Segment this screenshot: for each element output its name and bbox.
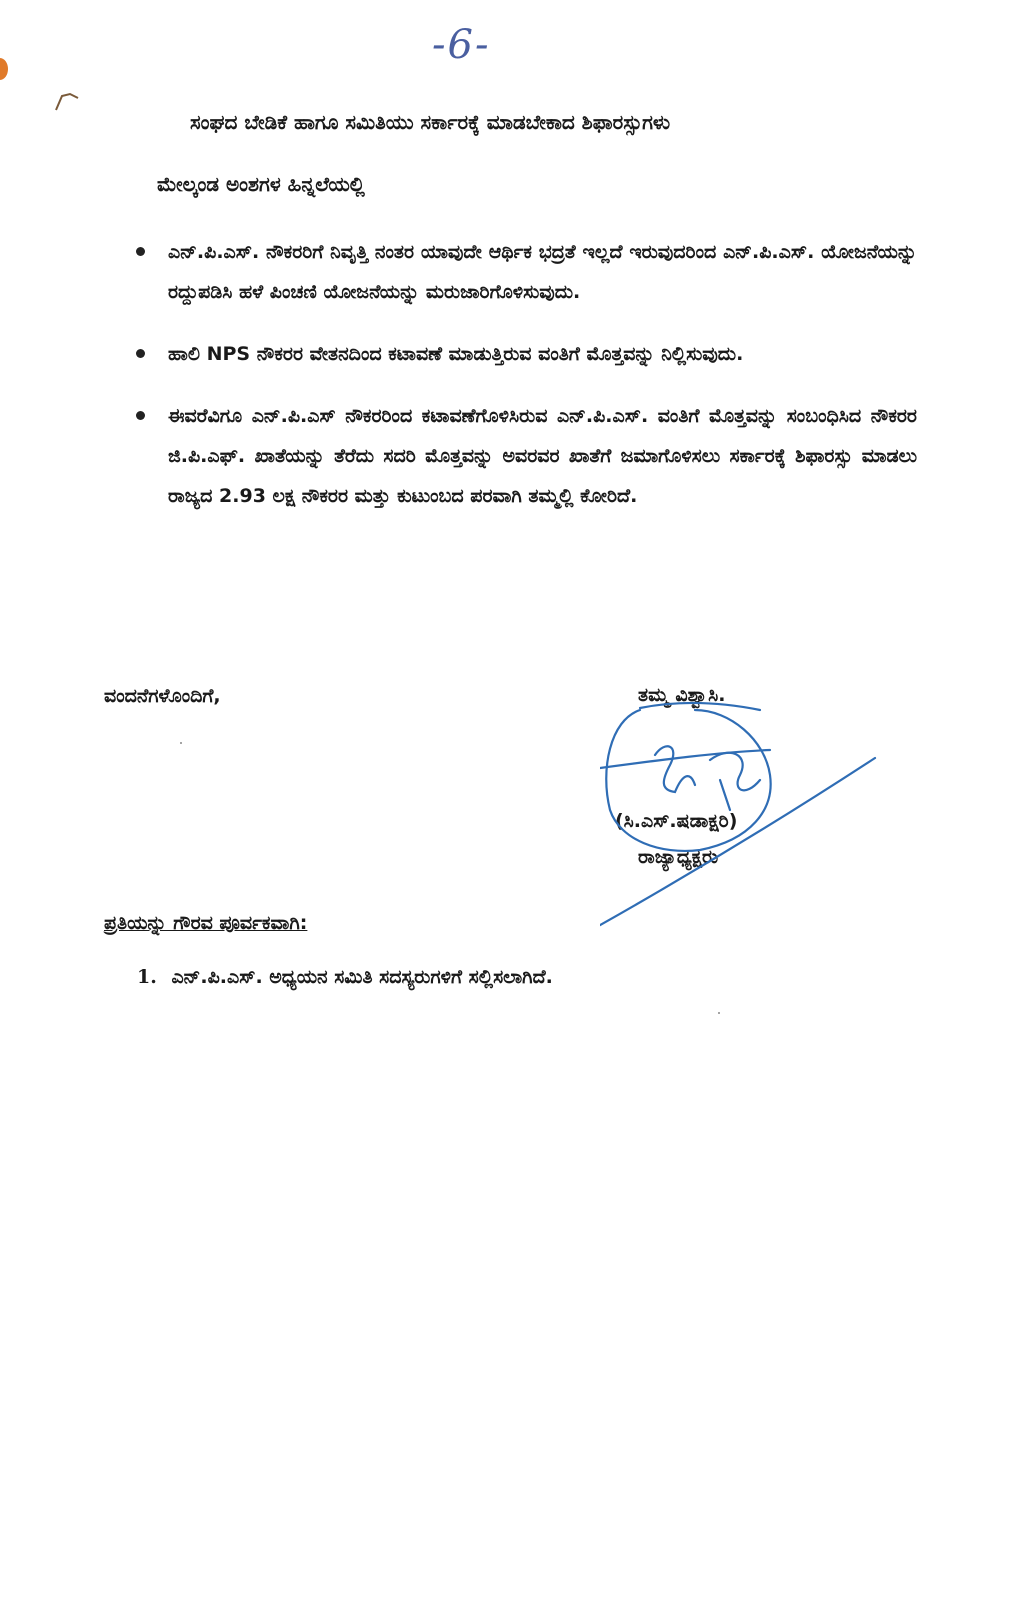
copy-heading: ಪ್ರತಿಯನ್ನು ಗೌರವ ಪೂರ್ವಕವಾಗಿ: [104,912,308,934]
scan-speck [180,742,182,744]
bullet-icon [136,349,145,358]
handwritten-signature [600,680,900,930]
bullet-icon [136,247,145,256]
bullet-icon [136,411,145,420]
context-subheading: ಮೇಲ್ಕಂಡ ಅಂಶಗಳ ಹಿನ್ನಲೆಯಲ್ಲಿ [157,172,365,196]
greeting: ವಂದನೆಗಳೊಂದಿಗೆ, [104,685,221,707]
list-item-number: 1. [137,966,157,988]
scan-speck [718,1012,720,1014]
page-number: -6- [432,22,491,68]
list-item [137,966,553,988]
list-item-text: ಎನ್.ಪಿ.ಎಸ್. ನೌಕರರಿಗೆ ನಿವೃತ್ತಿ ನಂತರ ಯಾವುದೇ ಆರ್ಥಿಕ ಭದ್ರತೆ ಇಲ್ಲದೆ ಇರುವುದರಿಂದ ಎನ್.ಪಿ.ಎಸ್. ಯೋಜನೆಯನ್ನು ರದ್ದುಪಡಿಸಿ ಹಳೆ ಪಿಂಚಣಿ ಯೋಜನೆಯನ್ನು ಮರುಜಾರಿಗೊಳಿಸುವುದು. [168,241,917,303]
list-item [132,334,917,374]
list-item-text: ಎನ್.ಪಿ.ಎಸ್. ಅಧ್ಯಯನ ಸಮಿತಿ ಸದಸ್ಯರುಗಳಿಗೆ ಸಲ್ಲಿಸಲಾಗಿದೆ. [171,966,553,988]
list-item-text: ಈವರೆವಿಗೂ ಎನ್.ಪಿ.ಎಸ್ ನೌಕರರಿಂದ ಕಟಾವಣೆಗೊಳಿಸಿರುವ ಎನ್.ಪಿ.ಎಸ್. ವಂತಿಗೆ ಮೊತ್ತವನ್ನು ಸಂಬಂಧಿಸಿದ ನೌಕರರ ಜಿ.ಪಿ.ಎಫ್. ಖಾತೆಯನ್ನು ತೆರೆದು ಸದರಿ ಮೊತ್ತವನ್ನು ಅವರವರ ಖಾತೆಗೆ ಜಮಾಗೊಳಿಸಲು ಸರ್ಕಾರಕ್ಕೆ ಶಿಫಾರಸ್ಸು ಮಾಡಲು ರಾಜ್ಯದ 2.93 ಲಕ್ಷ ನೌಕರರ ಮತ್ತು ಕುಟುಂಬದ ಪರವಾಗಿ ತಮ್ಮಲ್ಲಿ ಕೋರಿದೆ. [168,405,917,507]
recommendation-list [132,232,917,538]
signatory-designation: ರಾಜ್ಯಾಧ್ಯಕ್ಷರು [638,846,719,868]
recommendations-heading: ಸಂಘದ ಬೇಡಿಕೆ ಹಾಗೂ ಸಮಿತಿಯು ಸರ್ಕಾರಕ್ಕೆ ಮಾಡಬೇಕಾದ ಶಿಫಾರಸ್ಸುಗಳು [190,110,671,134]
closing-line: ತಮ್ಮ ವಿಶ್ವಾಸಿ. [638,684,726,706]
signature-block [600,680,900,930]
pen-mark [54,86,82,114]
signatory-name: (ಸಿ.ಎಸ್.ಷಡಾಕ್ಷರಿ) [615,810,738,832]
list-item [132,396,917,516]
list-item-text: ಹಾಲಿ NPS ನೌಕರರ ವೇತನದಿಂದ ಕಟಾವಣೆ ಮಾಡುತ್ತಿರುವ ವಂತಿಗೆ ಮೊತ್ತವನ್ನು ನಿಲ್ಲಿಸುವುದು. [168,343,744,365]
copy-list [137,966,553,988]
list-item [132,232,917,312]
margin-stain [0,58,8,80]
